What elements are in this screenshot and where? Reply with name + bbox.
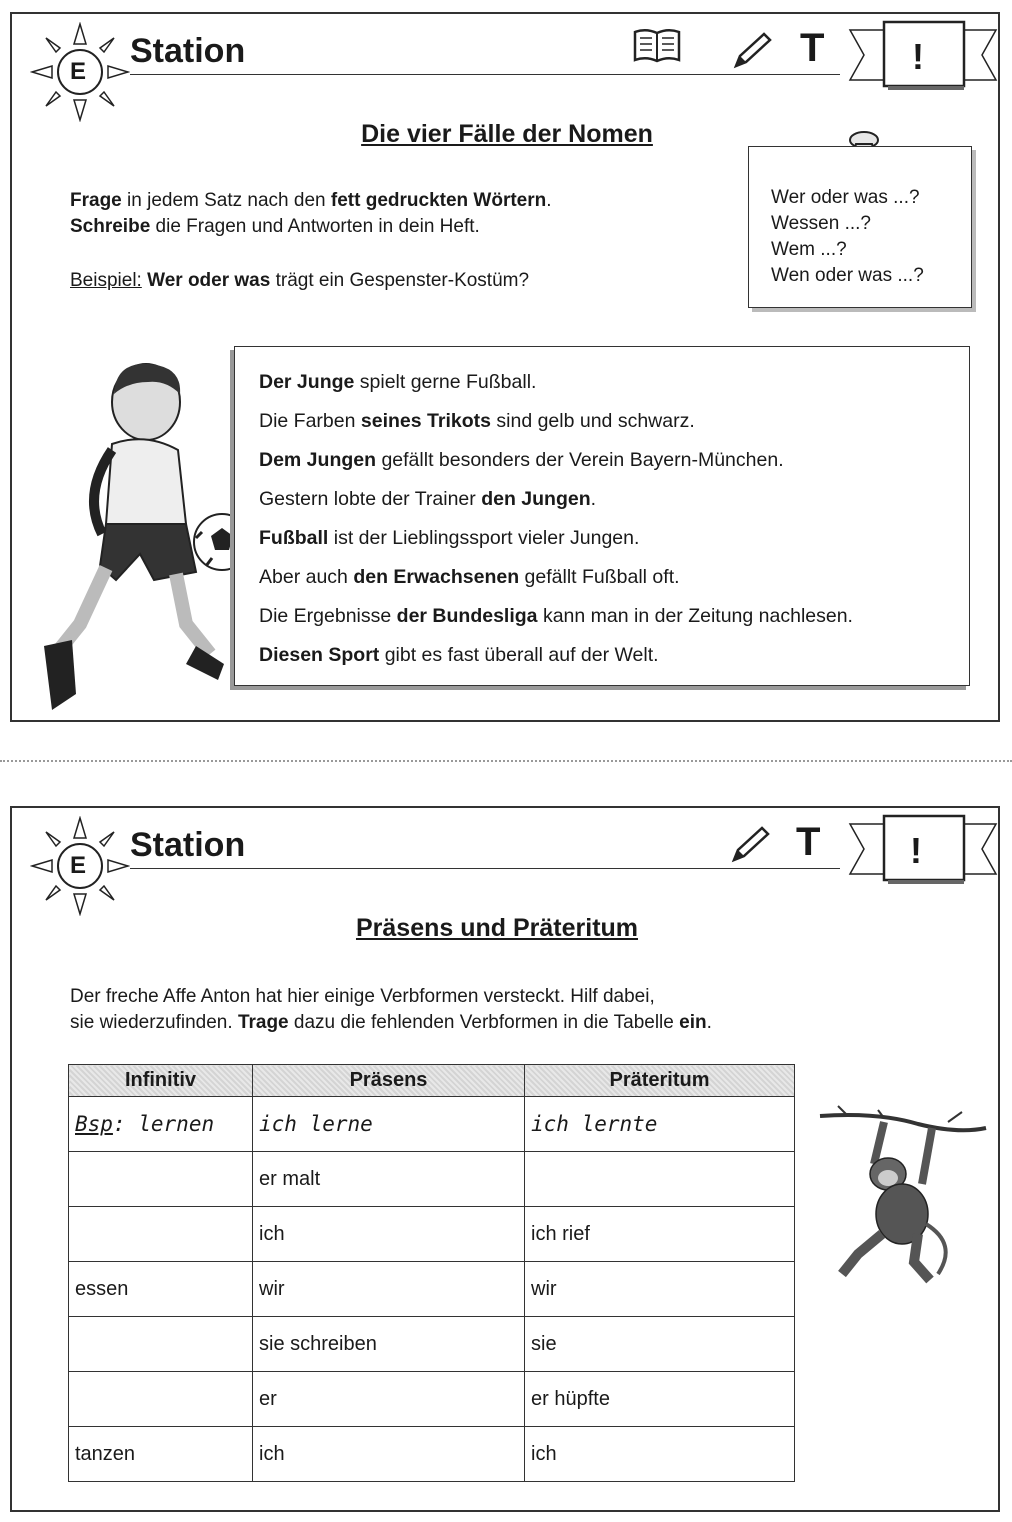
bold-text: den Erwachsenen [353,566,520,588]
pencil-icon [728,824,772,864]
text-run: gefällt besonders der Verein Bayern-München. [376,449,784,471]
infinitiv-cell[interactable] [69,1372,253,1427]
bold-text: der Bundesliga [396,605,538,627]
table-row [69,1372,795,1427]
table-row [69,1152,795,1207]
sentence [259,441,969,480]
text-run: trägt ein Gespenster-Kostüm? [270,270,530,291]
praeteritum-cell: ich rief [525,1207,795,1262]
bold-text: Fußball [259,527,329,549]
praeteritum-cell: er hüpfte [525,1372,795,1427]
praesens-cell: er [253,1372,525,1427]
bold-text: ein [679,1012,707,1033]
text-run: gefällt Fußball oft. [519,566,680,588]
header-praeteritum: Präteritum [525,1065,795,1097]
bold-text: Diesen Sport [259,644,380,666]
example-infinitiv: lernen [138,1112,215,1136]
instruction-line-1 [70,188,552,214]
bold-text: Schreibe [70,216,151,237]
bold-text: seines Trikots [360,410,491,432]
praesens-cell: ich [253,1207,525,1262]
text-run: Die Farben [259,410,361,432]
text-run: kann man in der Zeitung nachlesen. [537,605,853,627]
header-rule [130,868,840,869]
table-row-example [69,1097,795,1152]
header-infinitiv: Infinitiv [69,1065,253,1097]
text-run: . [590,488,597,510]
book-icon [632,26,682,66]
infinitiv-cell: tanzen [69,1427,253,1482]
sentence-list [234,346,970,686]
praesens-cell: ich [253,1427,525,1482]
table-row [69,1317,795,1372]
bold-text: Dem Jungen [259,449,377,471]
example-praesens: ich lerne [253,1097,525,1152]
sentence [259,597,969,636]
instruction-text [70,984,712,1036]
example-infinitiv-cell [69,1097,253,1152]
sentence [259,636,969,675]
example-line [70,268,552,294]
sentence [259,402,969,441]
exclamation-label: ! [910,830,922,871]
text-run: Die Ergebnisse [259,605,397,627]
header-praesens: Präsens [253,1065,525,1097]
cut-line [0,760,1012,762]
infinitiv-cell[interactable] [69,1152,253,1207]
table-row [69,1207,795,1262]
text-run: Beispiel: [70,270,142,291]
instruction-line-2 [70,1010,712,1036]
text-run: spielt gerne Fußball. [354,371,537,393]
text-run: sind gelb und schwarz. [490,410,695,432]
bold-text: Wer oder was [147,270,271,291]
sentence [259,363,969,402]
praesens-cell: sie schreiben [253,1317,525,1372]
table-row [69,1427,795,1482]
text-run: die Fragen und Antworten in dein Heft. [150,216,480,237]
table-header-row [69,1065,795,1097]
infinitiv-cell[interactable] [69,1207,253,1262]
text-run: dazu die fehlenden Verbformen in die Tabelle [288,1012,680,1033]
station-card-nomen [10,12,1000,722]
note-question: Wem ...? [771,239,847,260]
example-separator: : [112,1112,126,1136]
page-title: Präsens und Präteritum [355,914,639,942]
monkey-illustration [818,1104,988,1284]
praesens-cell: er malt [253,1152,525,1207]
text-run: . [546,190,552,211]
text-run: Der freche Affe Anton hat hier einige Verbformen versteckt. Hilf dabei, [70,986,655,1007]
note-question: Wen oder was ...? [771,265,924,286]
station-title: Station [130,32,246,70]
soccer-player-illustration [36,354,248,714]
praeteritum-cell[interactable] [525,1152,795,1207]
question-note [748,146,972,308]
praeteritum-cell: wir [525,1262,795,1317]
infinitiv-cell: essen [69,1262,253,1317]
sentence [259,558,969,597]
pencil-icon [730,30,774,70]
bold-text: Frage [70,190,122,211]
verb-table [68,1064,795,1482]
bold-text: Der Junge [259,371,355,393]
praesens-cell: wir [253,1262,525,1317]
example-prefix: Bsp [75,1112,113,1136]
instruction-line-2 [70,214,552,240]
station-title: Station [130,826,246,864]
text-run: Gestern lobte der Trainer [259,488,482,510]
t-icon: T [800,26,825,70]
bold-text: fett gedruckten Wörtern [330,190,547,211]
exclamation-banner-icon [848,814,998,894]
bold-text: den Jungen [481,488,591,510]
exclamation-label: ! [912,36,924,77]
instruction-text [70,188,552,294]
text-run: ist der Lieblingssport vieler Jungen. [328,527,640,549]
note-question: Wessen ...? [771,213,871,234]
badge-letter: E [70,58,87,85]
badge-letter: E [70,852,87,879]
infinitiv-cell[interactable] [69,1317,253,1372]
table-row [69,1262,795,1317]
text-run: . [706,1012,712,1033]
text-run: gibt es fast überall auf der Welt. [379,644,659,666]
note-question: Wer oder was ...? [771,187,920,208]
text-run: Aber auch [259,566,354,588]
station-card-praesens [10,806,1000,1512]
text-run: in jedem Satz nach den [121,190,331,211]
praeteritum-cell: sie [525,1317,795,1372]
text-run: sie wiederzufinden. [70,1012,238,1033]
t-icon: T [796,820,821,864]
instruction-line-1 [70,984,712,1010]
sentence [259,519,969,558]
praeteritum-cell: ich [525,1427,795,1482]
bold-text: Trage [237,1012,289,1033]
page-title: Die vier Fälle der Nomen [361,120,653,148]
example-praeteritum: ich lernte [525,1097,795,1152]
sentence [259,480,969,519]
header-rule [130,74,840,75]
